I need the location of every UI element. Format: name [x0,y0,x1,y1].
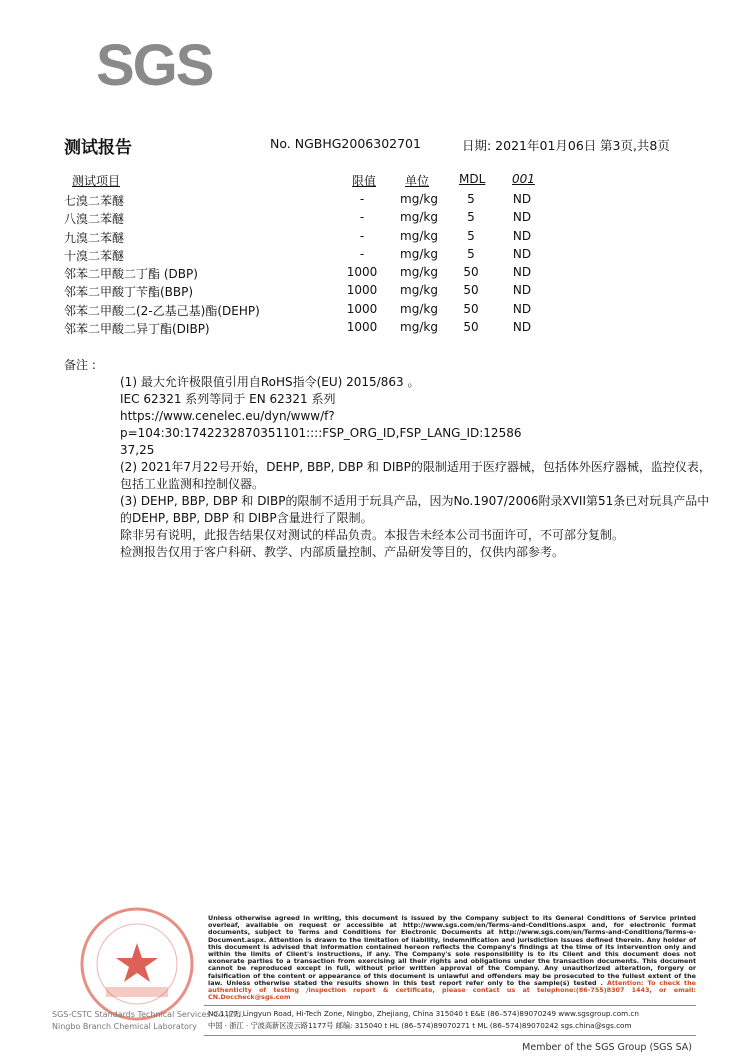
table-row [0,281,750,299]
report-number: No. NGBHG2006302701 [270,136,421,151]
col-header-unit: 单位 [405,174,430,188]
cell-limit: 1000 [346,265,378,280]
cell-unit: mg/kg [400,210,438,225]
cell-item: 七溴二苯醚 [64,194,125,208]
page-number: 第3页,共8页 [600,138,670,153]
cell-result: ND [512,246,532,261]
cell-result: ND [512,265,532,280]
cell-limit: - [359,228,365,243]
cell-result: ND [512,228,532,243]
cell-limit: 1000 [346,283,378,298]
address-chinese: 中国 · 浙江 · 宁波高新区凌云路1177号 邮编: 315040 t HL (86–574)89070271 t ML (86–574)89070242 sgs.china@sgs.com [208,1021,632,1030]
cell-result: ND [512,320,532,335]
note-1-url-cont[interactable]: 37,25 [120,443,155,457]
cell-item: 邻苯二甲酸丁苄酯(BBP) [64,285,194,300]
company-seal [78,905,196,1023]
cell-mdl: 5 [467,192,475,206]
cell-result: ND [512,283,532,298]
table-row [0,318,750,336]
cell-mdl: 50 [463,265,479,280]
legal-terms [208,915,696,1001]
col-header-item: 测试项目 [72,174,121,188]
cell-unit: mg/kg [400,246,438,261]
cell-item: 九溴二苯醚 [64,230,125,245]
cell-result: ND [512,192,532,206]
note-1-standard: IEC 62321 系列等同于 EN 62321 系列 [120,392,336,406]
table-row [0,208,750,226]
cell-mdl: 5 [467,210,475,225]
stamp-branch: Ningbo Branch Chemical Laboratory [52,1022,197,1031]
note-2: (2) 2021年7月22号开始，DEHP, BBP, DBP 和 DIBP的限制适用于医疗器械，包括体外医疗器械，监控仪表，包括工业监测和控制仪器。 [120,460,711,491]
cell-limit: - [359,210,365,225]
table-row [0,300,750,318]
address-english: No.1177, Lingyun Road, Hi-Tech Zone, Ningbo, Zhejiang, China 315040 t E&E (86–574)89070249 www.sgsgroup.com.cn [208,1009,639,1018]
cell-item: 八溴二苯醚 [64,212,125,227]
member-note: Member of the SGS Group (SGS SA) [522,1042,692,1053]
col-header-mdl: MDL [459,172,486,186]
results-table [0,190,750,336]
table-row [0,190,750,208]
notes-section [120,374,715,561]
col-header-limit: 限值 [352,174,377,188]
report-date: 日期: 2021年01月06日 [462,138,597,153]
cell-item: 邻苯二甲酸二丁酯 (DBP) [64,267,198,282]
cell-limit: - [359,192,365,206]
cell-unit: mg/kg [400,283,438,298]
cell-limit: 1000 [346,301,378,316]
cell-mdl: 50 [463,320,479,335]
stamp-company: SGS-CSTC Standards Technical Services Co.,Ltd. [52,1010,244,1019]
note-1-url[interactable]: https://www.cenelec.eu/dyn/www/f?p=104:30:1742232870351101::::FSP_ORG_ID,FSP_LANG_ID:12586 [120,409,522,440]
cell-item: 十溴二苯醚 [64,248,125,263]
notes-label: 备注 : [64,358,96,372]
table-row [0,263,750,281]
cell-mdl: 5 [467,228,475,243]
legal-text: Unless otherwise agreed in writing, this document is issued by the Company subject to its General Conditions of Service printed overleaf, available on request or accessible at http://www.sgs.com/en/Terms-and-Conditions.aspx and, for electronic format documents, subject to Terms and Conditions for Electronic Documents at http://www.sgs.com/en/Terms-and-Conditions/Terms-e-Document.aspx. Attention is drawn to the limitation of liability, indemnification and jurisdiction issues defined therein. Any holder of this document is advised that information contained hereon reflects the Company's findings at the time of its intervention only and within the limits of Client's instructions, if any. The Company's sole responsibility is to its Client and this document does not exonerate parties to a transaction from exercising all their rights and obligations under the transaction documents. This document cannot be reproduced except in full, without prior written approval of the Company. Any unauthorized alteration, forgery or falsification of the content or appearance of this document is unlawful and offenders may be prosecuted to the fullest extent of the law. Unless otherwise stated the results shown in this test report refer only to the sample(s) tested . [208,914,696,987]
sgs-logo: SGS [96,33,213,98]
footer-divider [204,1035,696,1036]
cell-limit: 1000 [346,320,378,335]
cell-item: 邻苯二甲酸二(2-乙基己基)酯(DEHP) [64,303,260,318]
cell-item: 邻苯二甲酸二异丁酯(DIBP) [64,322,210,337]
table-row [0,245,750,263]
note-usage: 检测报告仅用于客户科研、教学、内部质量控制、产品研发等目的，仅供内部参考。 [120,545,565,559]
report-title: 测试报告 [64,138,132,158]
table-row [0,227,750,245]
col-header-result: 001 [512,172,535,186]
note-1: (1) 最大允许极限值引用自RoHS指令(EU) 2015/863 。 [120,375,420,389]
cell-unit: mg/kg [400,320,438,335]
cell-mdl: 5 [467,246,475,261]
cell-limit: - [359,246,365,261]
cell-unit: mg/kg [400,192,438,206]
cell-unit: mg/kg [400,265,438,280]
note-disclaimer: 除非另有说明，此报告结果仅对测试的样品负责。本报告未经本公司书面许可，不可部分复制。 [120,528,625,542]
note-3: (3) DEHP, BBP, DBP 和 DIBP的限制不适用于玩具产品，因为No.1907/2006附录XVII第51条已对玩具产品中的DEHP, BBP, DBP 和 DIBP含量进行了限制。 [120,494,710,525]
cell-unit: mg/kg [400,301,438,316]
authenticity-notice: Attention: To check the authenticity of testing /inspection report & certificate, please contact us at telephone:(86-755)8307 1443, or email: CN.Doccheck@sgs.com [208,978,696,1002]
cell-result: ND [512,301,532,316]
cell-result: ND [512,210,532,225]
cell-unit: mg/kg [400,228,438,243]
cell-mdl: 50 [463,301,479,316]
cell-mdl: 50 [463,283,479,298]
footer-divider [204,1005,696,1006]
